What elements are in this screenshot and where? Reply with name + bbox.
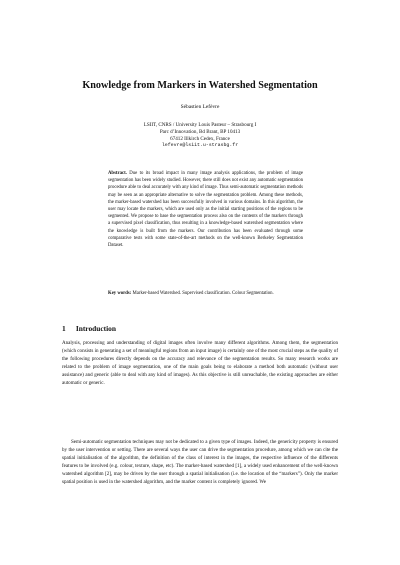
abstract xyxy=(108,170,303,249)
author-name: Sébastien Lefèvre xyxy=(180,104,220,110)
affiliation-line: 67412 Illkirch Cedex, France xyxy=(170,135,230,142)
keywords-label: Key words: xyxy=(108,291,132,296)
section-number: 1 xyxy=(62,324,66,333)
abstract-label: Abstract. xyxy=(108,171,127,176)
author-affiliation xyxy=(40,122,360,150)
author-email: lefevre@lsiit.u-strasbg.fr xyxy=(161,142,239,148)
affiliation-line: LSIIT, CNRS / University Louis Pasteur – Strasbourg I xyxy=(143,122,257,128)
section-title: Introduction xyxy=(75,324,116,333)
abstract-text: Due to its broad impact in many image analysis applications, the problem of image segmentation has been widely studied. However, there still does not exist any automatic segmentation procedure able to deal accurately with any kind of image. Thus semi-automatic segmentation methods may be seen as an appropriate alternative to solve the segmentation problem. Among these methods, the marker-based watershed has been successfully involved in various domains. In this algorithm, the user may locate the markers, which are used only as the initial starting positions of the regions to be segmented. We propose to base the segmentation process also on the contents of the markers through a supervised pixel classification, thus resulting in a knowledge-based watershed segmentation where the knowledge is built from the markers. Our contribution has been evaluated through some comparative tests with some state-of-the-art methods on the well-known Berkeley Segmentation Dataset. xyxy=(108,171,303,249)
keywords-text: Marker-based Watershed. Supervised classification. Colour Segmentation. xyxy=(132,291,274,296)
keywords xyxy=(108,290,303,297)
paper-title: Knowledge from Markers in Watershed Segmentation xyxy=(82,80,318,91)
affiliation-line: Parc d’Innovation, Bd Brant, BP 10413 xyxy=(159,128,241,135)
section-heading xyxy=(62,324,116,333)
body-paragraph: Semi-automatic segmentation techniques may not be dedicated to a given type of images. Indeed, the genericity property is ensured by the user intervention or setting. There are several ways the user can drive the segmentation procedure, among which we can cite the spatial initialisation of the algorithm, the definition of the class of interest in the images, the respective influence of the differents features to be involved (e.g. colour, texture, shape, etc). The marker-based watershed [1], a widely used enhancement of the well-known watershed algorithm [2], may be driven by the user through a spatial initialisation (i.e. the location of the “markers”). Only the marker spatial position is used in the watershed algorithm, and the marker content is completely ignored. We xyxy=(62,439,338,485)
body-paragraph: Analysis, processing and understanding of digital images often involve many different algorithms. Among them, the segmentation (which consists in generating a set of meaningful regions from an input image) is certainly one of the most crucial steps as the quality of the following procedures directly depends on the accuracy and relevance of the segmentation results. So many research works are related to the problem of image segmentation, one of the main goals being to elaborate a method both automatic (without user assistance) and generic (able to deal with any kind of images). As this objective is still unreachable, the existing approaches are either automatic or generic. xyxy=(62,340,338,386)
